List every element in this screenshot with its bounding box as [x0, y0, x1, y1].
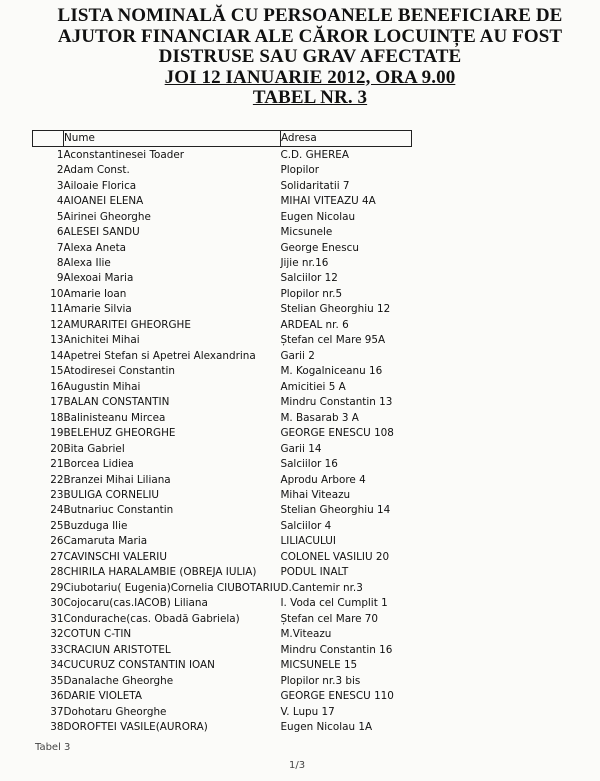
table-row — [33, 550, 412, 565]
table-row — [33, 395, 412, 410]
row-name: CUCURUZ CONSTANTIN IOAN — [63, 659, 215, 672]
table-number: TABEL NR. 3 — [252, 87, 368, 108]
table-row — [33, 364, 412, 379]
table-row — [33, 581, 412, 596]
row-address: GEORGE ENESCU 110 — [280, 690, 394, 703]
table-row — [33, 194, 412, 209]
row-address: Garii 14 — [280, 442, 322, 455]
title-line-3: DISTRUSE SAU GRAV AFECTATE — [158, 46, 462, 67]
row-number: 27 — [50, 550, 64, 563]
row-address: Eugen Nicolau — [280, 210, 356, 223]
table-row — [33, 178, 412, 193]
table-row — [33, 333, 412, 348]
row-number: 3 — [56, 179, 64, 192]
table-row — [33, 163, 412, 178]
row-name: Anichitei Mihai — [63, 334, 140, 347]
table-row — [33, 689, 412, 704]
row-name: Ciubotariu( Eugenia)Cornelia CIUBOTARIU — [63, 581, 281, 594]
sheet-label: Tabel 3 — [35, 742, 71, 753]
row-number: 30 — [50, 597, 64, 610]
table-row — [33, 596, 412, 611]
row-address: Stelian Gheorghiu 12 — [280, 303, 391, 316]
row-address: Solidaritatii 7 — [280, 179, 350, 192]
row-name: Atodiresei Constantin — [63, 365, 175, 378]
row-name: Bita Gabriel — [63, 442, 125, 455]
row-address: Ștefan cel Mare 95A — [280, 334, 386, 347]
row-address: George Enescu — [280, 241, 359, 254]
row-name: AIOANEI ELENA — [63, 195, 144, 208]
row-number: 22 — [50, 473, 64, 486]
row-name: CAVINSCHI VALERIU — [63, 550, 167, 563]
row-address: M. Basarab 3 A — [280, 411, 359, 424]
row-number: 32 — [50, 628, 64, 641]
row-number: 1 — [56, 148, 64, 161]
row-number: 29 — [50, 581, 64, 594]
row-address: Plopilor nr.3 bis — [280, 674, 361, 687]
row-number: 33 — [50, 643, 64, 656]
row-address: Plopilor — [280, 164, 319, 177]
title-line-1: LISTA NOMINALĂ CU PERSOANELE BENEFICIARE DE — [57, 5, 563, 26]
row-number: 9 — [56, 272, 64, 285]
table-row — [33, 534, 412, 549]
row-number: 36 — [50, 690, 64, 703]
row-address: Aprodu Arbore 4 — [280, 473, 366, 486]
row-number: 17 — [50, 396, 64, 409]
table-row — [33, 642, 412, 657]
table-row — [33, 720, 412, 735]
row-name: Buzduga Ilie — [63, 519, 128, 532]
row-number: 12 — [50, 318, 64, 331]
table-row — [33, 240, 412, 255]
row-number: 18 — [50, 411, 64, 424]
row-address: Mindru Constantin 13 — [280, 396, 393, 409]
table-row — [33, 410, 412, 425]
row-name: Borcea Lidiea — [63, 458, 134, 471]
row-name: Alexa Aneta — [63, 241, 127, 254]
table-row — [33, 256, 412, 271]
row-name: BALAN CONSTANTIN — [63, 396, 170, 409]
row-name: Danalache Gheorghe — [63, 674, 174, 687]
row-name: AMURARITEI GHEORGHE — [63, 318, 191, 331]
row-address: Garii 2 — [280, 349, 315, 362]
row-name: ALESEI SANDU — [63, 226, 140, 239]
table-row — [33, 457, 412, 472]
row-name: BULIGA CORNELIU — [63, 489, 159, 502]
table-row — [33, 426, 412, 441]
row-name: Condurache(cas. Obadă Gabriela) — [63, 612, 240, 625]
column-header-adresa: Adresa — [280, 131, 411, 147]
row-address: Salciilor 12 — [280, 272, 338, 285]
row-number: 37 — [50, 705, 64, 718]
row-name: Airinei Gheorghe — [63, 210, 151, 223]
row-number: 13 — [50, 334, 64, 347]
table-row — [33, 380, 412, 395]
row-name: Ailoaie Florica — [63, 179, 137, 192]
row-name: Camaruta Maria — [63, 535, 148, 548]
row-number: 6 — [56, 226, 64, 239]
table-row — [33, 658, 412, 673]
row-name: Alexa Ilie — [63, 256, 111, 269]
row-address: I. Voda cel Cumplit 1 — [280, 597, 388, 610]
row-number: 11 — [50, 303, 64, 316]
row-address: Micsunele — [280, 226, 333, 239]
row-number: 35 — [50, 674, 64, 687]
row-address: ARDEAL nr. 6 — [280, 318, 349, 331]
row-name: Amarie Ioan — [63, 287, 127, 300]
row-number: 24 — [50, 504, 64, 517]
row-number: 21 — [50, 458, 64, 471]
row-name: Adam Const. — [63, 164, 130, 177]
column-header-nume: Nume — [64, 131, 281, 147]
row-number: 10 — [50, 287, 64, 300]
table-row — [33, 225, 412, 240]
row-address: Plopilor nr.5 — [280, 287, 343, 300]
row-name: Apetrei Stefan si Apetrei Alexandrina — [63, 349, 256, 362]
row-number: 5 — [56, 210, 64, 223]
row-address: PODUL INALT — [280, 566, 349, 579]
row-number: 2 — [56, 164, 64, 177]
row-address: Amicitiei 5 A — [280, 380, 346, 393]
row-name: Cojocaru(cas.IACOB) Liliana — [63, 597, 208, 610]
row-address: V. Lupu 17 — [280, 705, 335, 718]
row-address: MICSUNELE 15 — [280, 659, 358, 672]
row-address: COLONEL VASILIU 20 — [280, 550, 390, 563]
row-number: 7 — [56, 241, 64, 254]
table-row — [33, 147, 412, 163]
table-row — [33, 209, 412, 224]
row-address: C.D. GHEREA — [280, 148, 349, 161]
row-address: MIHAI VITEAZU 4A — [280, 195, 376, 208]
row-name: Amarie Silvia — [63, 303, 132, 316]
table-row — [33, 565, 412, 580]
row-name: DOROFTEI VASILE(AURORA) — [63, 721, 208, 734]
row-number: 16 — [50, 380, 64, 393]
table-row — [33, 472, 412, 487]
page-number: 1/3 — [289, 760, 306, 771]
table-row — [33, 287, 412, 302]
row-name: Butnariuc Constantin — [63, 504, 174, 517]
row-number: 20 — [50, 442, 64, 455]
row-name: Alexoai Maria — [63, 272, 134, 285]
row-address: M. Kogalniceanu 16 — [280, 365, 383, 378]
table-row — [33, 441, 412, 456]
row-name: CRACIUN ARISTOTEL — [63, 643, 171, 656]
row-address: Salciilor 4 — [280, 519, 332, 532]
table-row — [33, 519, 412, 534]
column-header-nr — [33, 131, 64, 147]
table-row — [33, 302, 412, 317]
table-row — [33, 503, 412, 518]
table-row — [33, 271, 412, 286]
row-address: LILIACULUI — [280, 535, 336, 548]
table-row — [33, 673, 412, 688]
row-address: Mihai Viteazu — [280, 489, 351, 502]
row-number: 19 — [50, 427, 64, 440]
row-name: Aconstantinesei Toader — [63, 148, 185, 161]
row-number: 31 — [50, 612, 64, 625]
table-row — [33, 612, 412, 627]
table-row — [33, 349, 412, 364]
row-name: Dohotaru Gheorghe — [63, 705, 167, 718]
table-row — [33, 488, 412, 503]
table-row — [33, 627, 412, 642]
table-header-row — [33, 131, 412, 147]
beneficiaries-table — [32, 130, 412, 735]
row-number: 4 — [56, 195, 64, 208]
row-address: Ștefan cel Mare 70 — [280, 612, 379, 625]
document-title — [20, 6, 600, 109]
row-number: 15 — [50, 365, 64, 378]
row-name: DARIE VIOLETA — [63, 690, 142, 703]
row-name: Balinisteanu Mircea — [63, 411, 166, 424]
row-number: 8 — [56, 256, 64, 269]
row-number: 14 — [50, 349, 64, 362]
row-name: Augustin Mihai — [63, 380, 141, 393]
row-address: D.Cantemir nr.3 — [280, 581, 363, 594]
row-address: Salciilor 16 — [280, 458, 338, 471]
row-address: GEORGE ENESCU 108 — [280, 427, 394, 440]
row-address: Eugen Nicolau 1A — [280, 721, 373, 734]
row-number: 38 — [50, 721, 64, 734]
row-name: Branzei Mihai Liliana — [63, 473, 171, 486]
row-name: BELEHUZ GHEORGHE — [63, 427, 176, 440]
row-address: Mindru Constantin 16 — [280, 643, 393, 656]
row-number: 34 — [50, 659, 64, 672]
row-name: CHIRILA HARALAMBIE (OBREJA IULIA) — [63, 566, 257, 579]
row-number: 23 — [50, 489, 64, 502]
table-row — [33, 318, 412, 333]
row-address: Jijie nr.16 — [280, 256, 329, 269]
date-line: JOI 12 IANUARIE 2012, ORA 9.00 — [164, 66, 456, 88]
title-line-2: AJUTOR FINANCIAR ALE CĂROR LOCUINȚE AU FOST — [57, 25, 563, 47]
row-address: Stelian Gheorghiu 14 — [280, 504, 391, 517]
row-number: 28 — [50, 566, 64, 579]
row-address: M.Viteazu — [280, 628, 332, 641]
row-number: 26 — [50, 535, 64, 548]
row-number: 25 — [50, 519, 64, 532]
table-row — [33, 704, 412, 719]
row-name: COTUN C-TIN — [63, 628, 132, 641]
